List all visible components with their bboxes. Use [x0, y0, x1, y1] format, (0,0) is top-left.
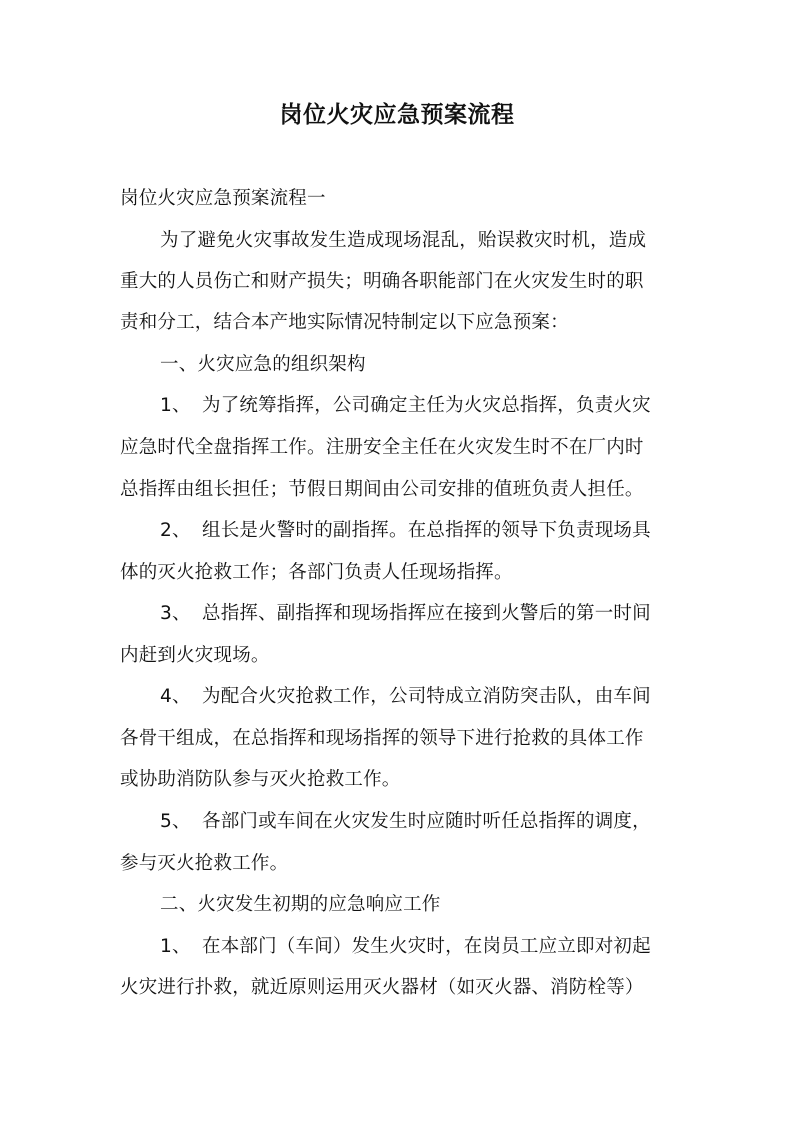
list-item: [160, 935, 680, 959]
line-text: 重大的人员伤亡和财产损失；明确各职能部门在火灾发生时的职: [120, 271, 644, 292]
paragraph-line: [120, 436, 680, 460]
paragraph-line: [120, 311, 680, 335]
paragraph-line: [120, 768, 680, 792]
paragraph-line: [120, 644, 680, 668]
line-text: 在本部门（车间）发生火灾时，在岗员工应立即对初起: [202, 936, 651, 957]
line-text: 体的灭火抢救工作；各部门负责人任现场指挥。: [120, 562, 513, 583]
section-heading: [160, 353, 680, 377]
item-number: 1、: [160, 395, 191, 416]
list-item: [160, 810, 680, 834]
line-text: 为配合火灾抢救工作，公司特成立消防突击队，由车间: [202, 686, 651, 707]
document-title: 岗位火灾应急预案流程: [279, 102, 515, 128]
item-number: 5、: [160, 811, 191, 832]
list-item: [160, 394, 680, 418]
paragraph-line: [120, 976, 680, 1000]
item-number: 4、: [160, 686, 191, 707]
paragraph-line: [120, 727, 680, 751]
line-text: 内赶到火灾现场。: [120, 645, 270, 666]
section-heading: [160, 893, 680, 917]
paragraph-line: [120, 478, 680, 502]
item-number: 2、: [160, 520, 191, 541]
line-text: 责和分工，结合本产地实际情况特制定以下应急预案：: [120, 312, 569, 333]
line-text: 各部门或车间在火灾发生时应随时听任总指挥的调度，: [202, 811, 651, 832]
line-text: 参与灭火抢救工作。: [120, 853, 289, 874]
line-text: 或协助消防队参与灭火抢救工作。: [120, 769, 401, 790]
line-text: 为了避免火灾事故发生造成现场混乱，贻误救灾时机，造成: [160, 230, 647, 251]
paragraph-line: [120, 852, 680, 876]
paragraph-line: [120, 270, 680, 294]
item-number: 1、: [160, 936, 191, 957]
paragraph-line: [120, 561, 680, 585]
paragraph-line: [160, 229, 680, 253]
heading-text: 二、火灾发生初期的应急响应工作: [160, 894, 441, 915]
list-item: [160, 685, 680, 709]
line-text: 为了统筹指挥，公司确定主任为火灾总指挥，负责火灾: [202, 395, 651, 416]
section-subtitle: 岗位火灾应急预案流程一: [120, 188, 326, 209]
line-text: 组长是火警时的副指挥。在总指挥的领导下负责现场具: [202, 520, 651, 541]
line-text: 总指挥、副指挥和现场指挥应在接到火警后的第一时间: [202, 603, 651, 624]
list-item: [160, 519, 680, 543]
line-text: 总指挥由组长担任；节假日期间由公司安排的值班负责人担任。: [120, 479, 644, 500]
list-item: [160, 602, 680, 626]
line-text: 各骨干组成，在总指挥和现场指挥的领导下进行抢救的具体工作: [120, 728, 644, 749]
line-text: 应急时代全盘指挥工作。注册安全主任在火灾发生时不在厂内时: [120, 437, 644, 458]
heading-text: 一、火灾应急的组织架构: [160, 354, 366, 375]
line-text: 火灾进行扑救，就近原则运用灭火器材（如灭火器、消防栓等）: [120, 977, 644, 998]
item-number: 3、: [160, 603, 191, 624]
